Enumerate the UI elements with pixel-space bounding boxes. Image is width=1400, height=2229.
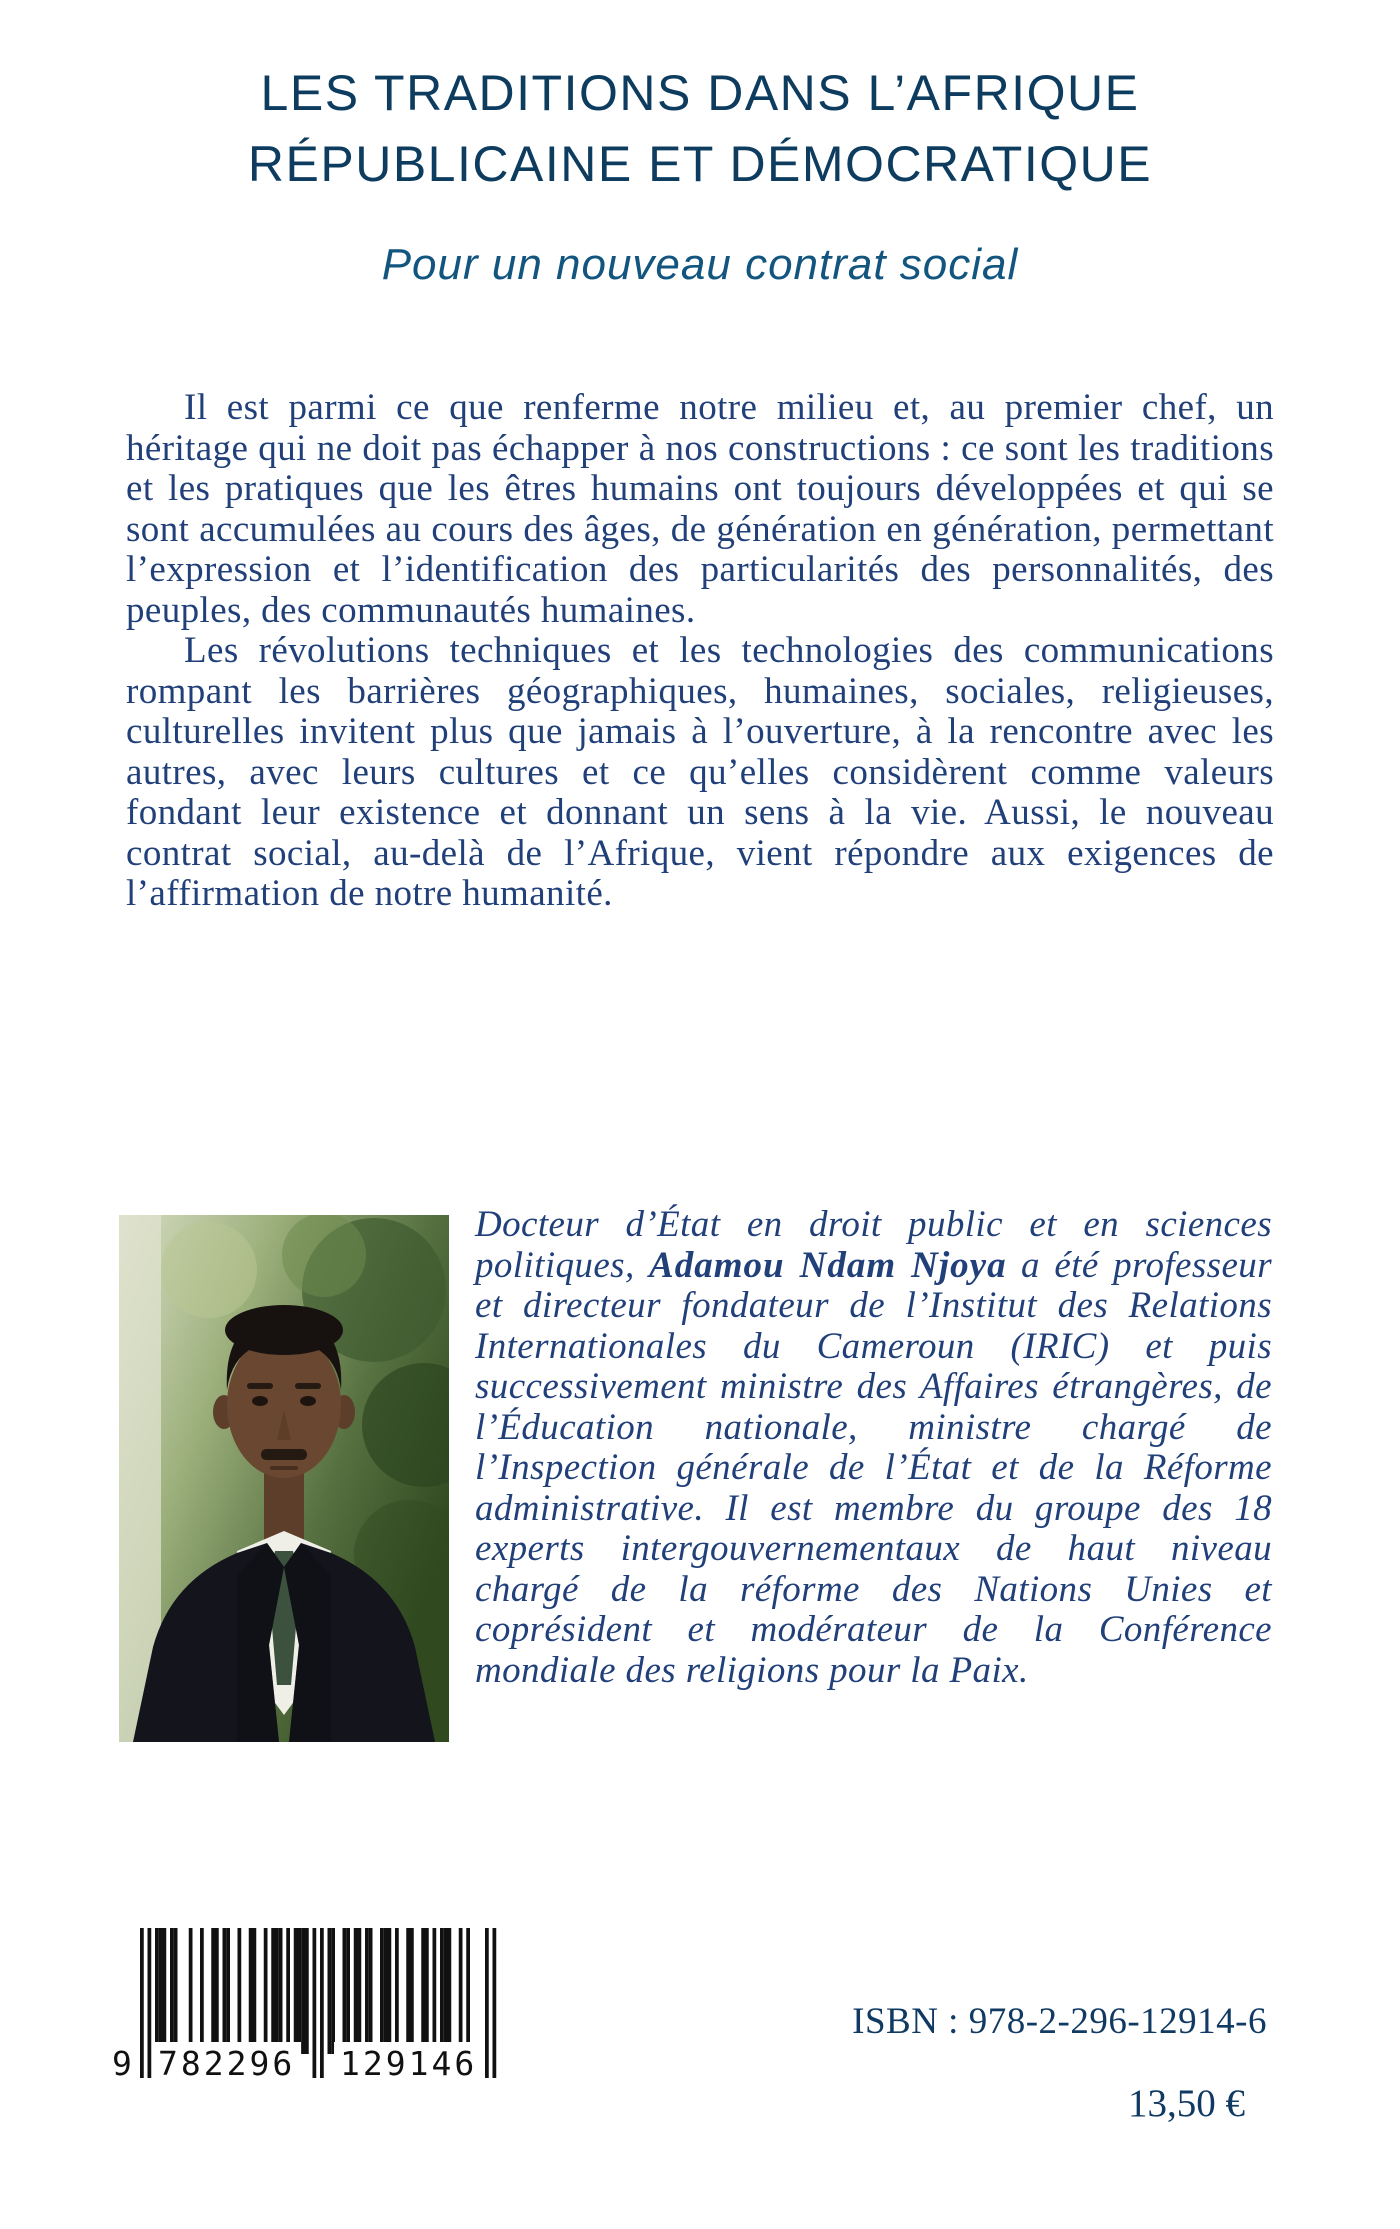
author-bio <box>475 1205 1272 1691</box>
author-section <box>119 1205 1272 1742</box>
barcode-digit-9: 9 <box>112 2044 135 2083</box>
book-title-line1: LES TRADITIONS DANS L’AFRIQUE <box>260 65 1140 121</box>
synopsis-paragraph-1: Il est parmi ce que renferme notre milieu et, au premier chef, un héritage qui ne doit pas échapper à nos constructions : ce sont les traditions et les pratiques que les êtres humains ont toujours développées et qui se sont accumulées au cours des âges, de génération en génération, permettant l’expression et l’identification des particularités des personnalités, des peuples, des communautés humaines. <box>126 387 1274 631</box>
barcode <box>112 1928 500 2104</box>
title-block <box>0 58 1400 290</box>
price: 13,50 € <box>1128 2082 1245 2125</box>
barcode-digits-right: 129146 <box>334 2042 483 2085</box>
book-title-line2: RÉPUBLICAINE ET DÉMOCRATIQUE <box>247 136 1153 192</box>
synopsis-paragraph-2: Les révolutions techniques et les technologies des communications rompant les barrières géographiques, humaines, sociales, religieuses, culturelles invitent plus que jamais à l’ouverture, à la rencontre avec les autres, avec leurs cultures et ce qu’elles considèrent comme valeurs fondant leur existence et donnant un sens à la vie. Aussi, le nouveau contrat social, au-delà de l’Afrique, vient répondre aux exigences de l’affirmation de notre humanité. <box>126 630 1274 914</box>
author-photo <box>119 1215 449 1742</box>
barcode-digits-left: 782296 <box>152 2042 301 2085</box>
isbn-block <box>852 2000 1267 2126</box>
bio-text-2: a été professeur et directeur fondateur de l’Institut des Relations Internationales du Cameroun (IRIC) et puis successivement ministre des Affaires étrangères, de l’Éducation nationale, ministre chargé de l’Inspection générale de l’État et de la Réforme administrative. Il est membre du groupe des 18 experts intergouvernementaux de haut niveau chargé de la réforme des Nations Unies et coprésident et modérateur de la Conférence mondiale des religions pour la Paix. <box>475 1244 1272 1691</box>
book-title <box>0 58 1400 200</box>
synopsis <box>126 388 1274 915</box>
bio-text-1: Docteur d’État en droit public et en sciences politiques, <box>475 1204 1272 1286</box>
book-subtitle: Pour un nouveau contrat social <box>381 240 1019 289</box>
isbn: ISBN : 978-2-296-12914-6 <box>852 2001 1267 2042</box>
author-name: Adamou Ndam Njoya <box>649 1244 1007 1286</box>
